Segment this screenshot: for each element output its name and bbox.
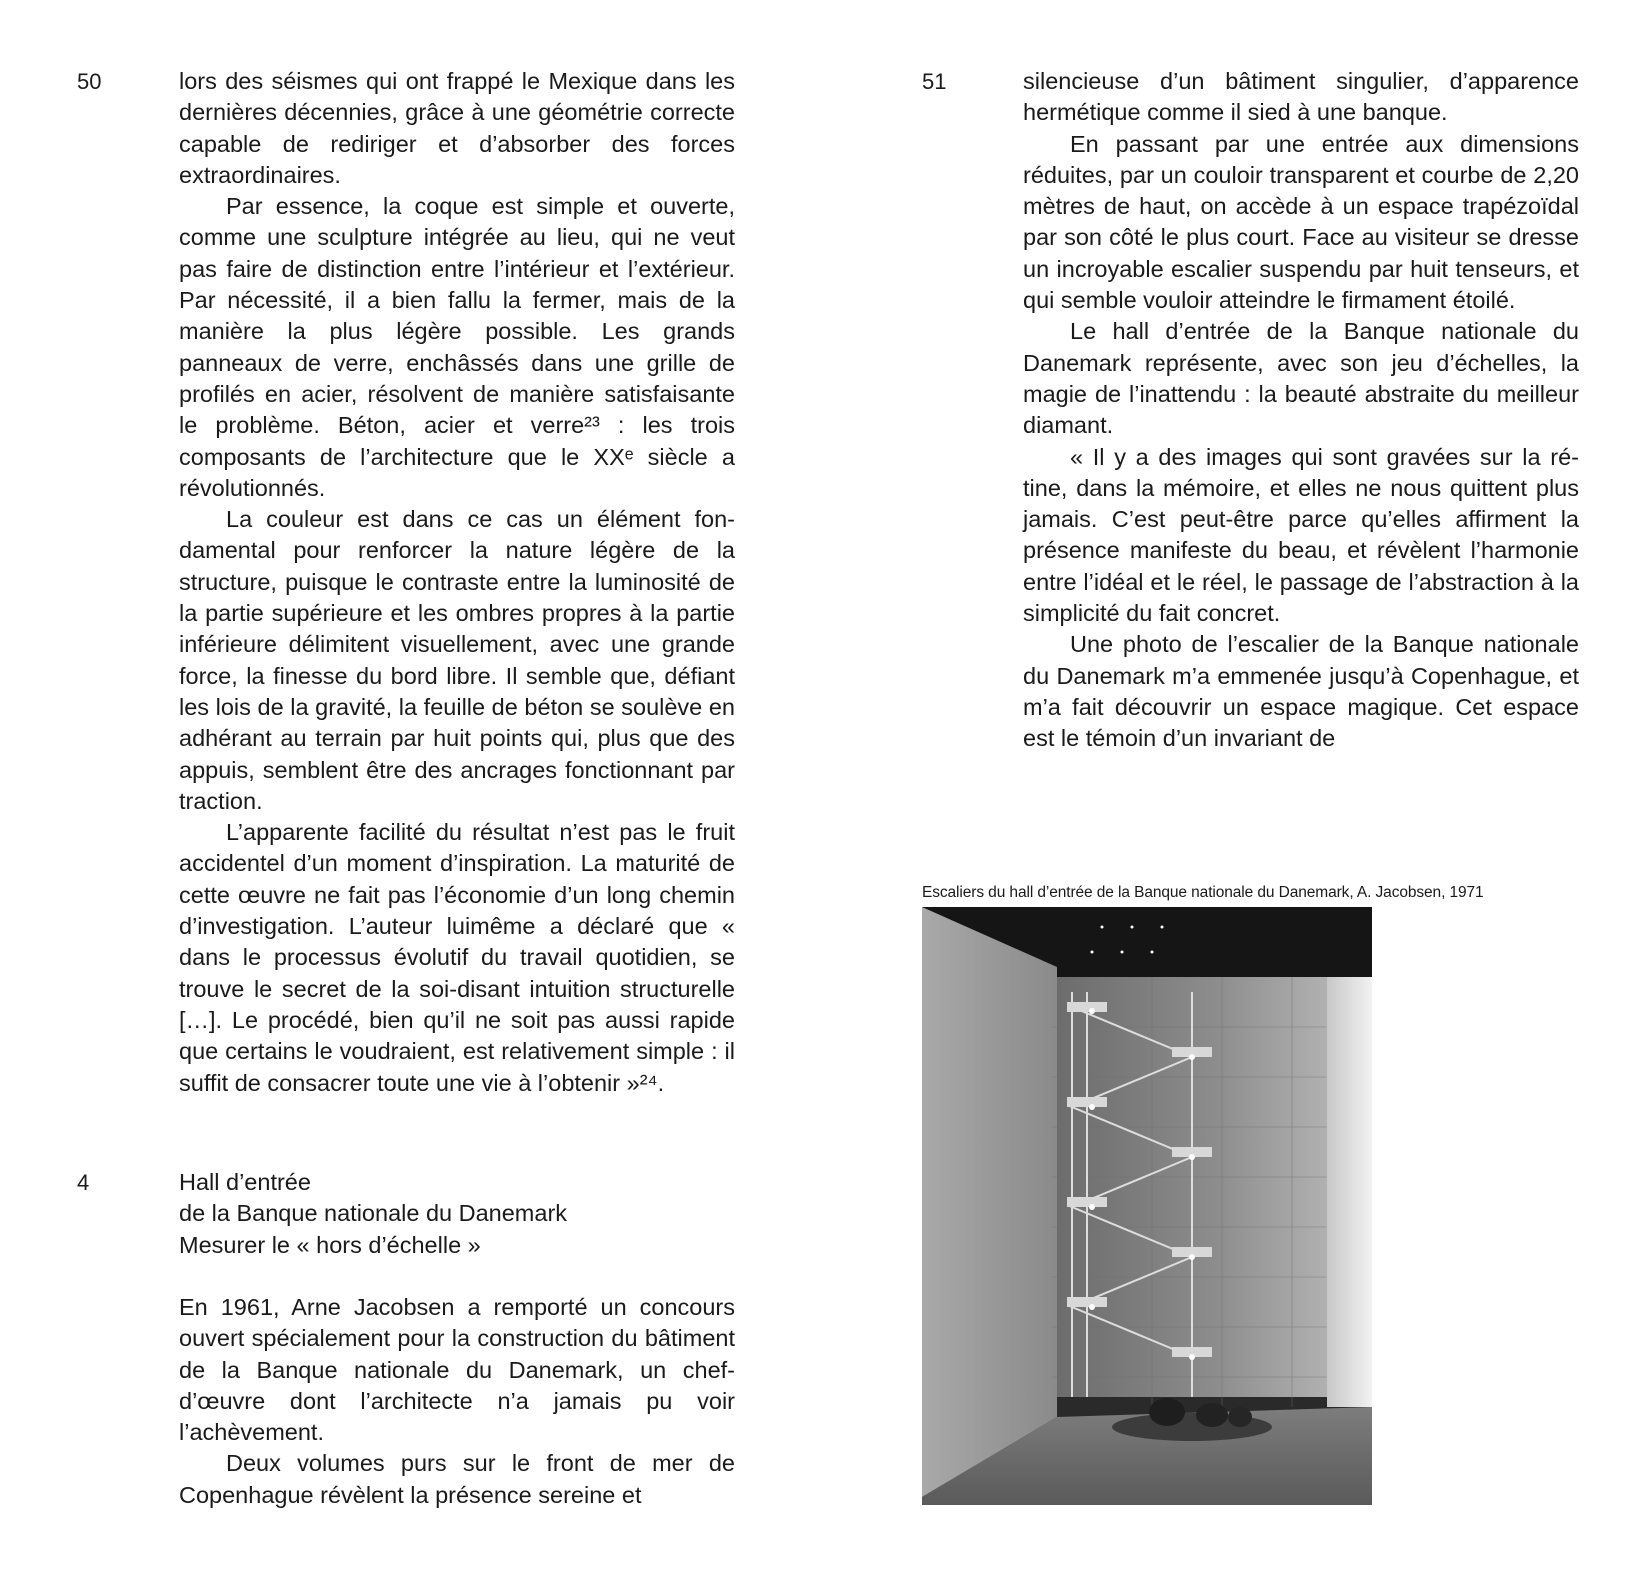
figure-caption: Escaliers du hall d’entrée de la Banque nationale du Danemark, A. Jacobsen, 1971 — [922, 884, 1484, 901]
paragraph: La couleur est dans ce cas un élément fondamental pour renforcer la nature légère de la structure, puisque le contraste entre la luminosité de la partie supérieure et les ombres propres à la partie inférieure délimitent visuellement, avec une grande force, la finesse du bord libre. Il semble que, défiant les lois de la gravité, la feuille de béton se soulève en adhérant au terrain par huit points qui, plus que des appuis, semblent être des ancrages fonctionnant par traction. — [179, 506, 735, 814]
right-body-text — [1023, 66, 1579, 755]
paragraph: lors des séismes qui ont frappé le Mexique dans les dernières décennies, grâce à une géométrie correcte capable de rediriger et d’absorber des forces extraordinaires. — [179, 68, 735, 188]
paragraph: En 1961, Arne Jacobsen a remporté un concours ouvert spécialement pour la construction du bâtiment de la Banque nationale du Danemark, un chef-d’œuvre dont l’architecte n’a jamais pu voir l’achèvement. — [179, 1294, 735, 1446]
section-title — [179, 1167, 739, 1261]
page-number-right: 51 — [922, 69, 947, 94]
paragraph: En passant par une entrée aux dimensions réduites, par un couloir transparent et courbe de 2,20 mètres de haut, on accède à un espace trapézoïdal par son côté le plus court. Face au visiteur se dresse un incroyable escalier suspendu par huit tenseurs, et qui semble vouloir atteindre le firmament étoilé. — [1023, 130, 1579, 314]
left-body-text — [179, 66, 735, 1099]
section-title-line: Hall d’entrée — [179, 1169, 311, 1195]
section-number: 4 — [77, 1170, 90, 1195]
page-number-left: 50 — [77, 69, 102, 94]
paragraph: Deux volumes purs sur le front de mer de Copenhague révèlent la présence sereine et — [179, 1450, 735, 1508]
paragraph: L’apparente facilité du résultat n’est pas le fruit accidentel d’un moment d’inspiration. La maturité de cette œuvre ne fait pas l’économie d’un long chemin d’investigation. L’auteur luimême a déclaré que « dans le processus évolutif du travail quotidien, se trouve le secret de la soi-disant intuition structurelle […]. Le procédé, bien qu’il ne soit pas aussi rapide que certains le voudraient, est relativement simple : il suffit de consacrer toute une vie à l’obtenir »²⁴. — [179, 819, 735, 1096]
section-title-line: Mesurer le « hors d’échelle » — [179, 1231, 481, 1258]
section-body-text — [179, 1292, 735, 1511]
paragraph: Par essence, la coque est simple et ouverte, comme une sculpture intégrée au lieu, qui ne veut pas faire de distinction entre l’intérieur et l’extérieur. Par nécessité, il a bien fallu la fermer, mais de la manière la plus légère possible. Les grands panneaux de verre, enchâssés dans une grille de profilés en acier, résolvent de manière satisfaisante le problème. Béton, acier et verre²³ : les trois composants de l’architecture que le XXᵉ siècle a révolutionnés. — [179, 193, 735, 501]
paragraph: silencieuse d’un bâtiment singulier, d’apparence hermétique comme il sied à une banque. — [1023, 68, 1579, 126]
staircase-photo — [922, 907, 1372, 1505]
section-title-line: de la Banque nationale du Danemark — [179, 1200, 568, 1227]
paragraph: « Il y a des images qui sont gravées sur la rétine, dans la mémoire, et elles ne nous quittent plus jamais. C’est peut-être parce qu’elles affirment la présence manifeste du beau, et révèlent l’harmonie entre l’idéal et le réel, le passage de l’abstraction à la simplicité du fait concret. — [1023, 443, 1579, 627]
paragraph: Le hall d’entrée de la Banque nationale du Danemark représente, avec son jeu d’échelles, la magie de l’inattendu : la beauté abstraite du meilleur diamant. — [1023, 318, 1579, 439]
paragraph: Une photo de l’escalier de la Banque nationale du Danemark m’a emmenée jusqu’à Copenhague, et m’a fait découvrir un espace magique. Cet espace est le témoin d’un invariant de — [1023, 631, 1579, 752]
